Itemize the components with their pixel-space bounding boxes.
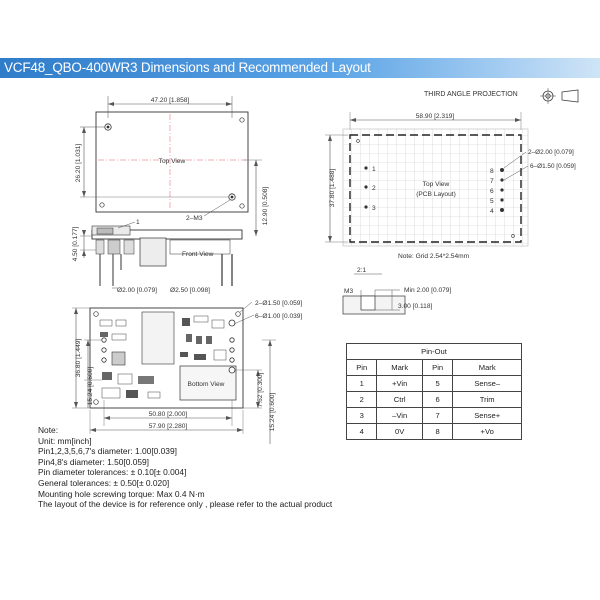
pcb-pin-5: 5 bbox=[490, 198, 494, 205]
bottom-view bbox=[72, 300, 302, 444]
bottom-view-label: Bottom View bbox=[187, 381, 225, 388]
m3-label: M3 bbox=[344, 288, 354, 295]
table-cell: Trim bbox=[453, 392, 522, 408]
table-cell: Ctrl bbox=[377, 392, 422, 408]
header-pin-1: Pin bbox=[347, 360, 377, 376]
note-line: Pin diameter tolerances: ± 0.10[± 0.004] bbox=[38, 467, 187, 478]
bottom-right-dim-1: 7.62 [0.300] bbox=[257, 372, 264, 408]
m3-depth: 3.00 [0.118] bbox=[398, 303, 433, 310]
note-line: Note: bbox=[38, 425, 59, 435]
table-cell: Sense+ bbox=[453, 408, 522, 424]
table-cell: 8 bbox=[422, 424, 452, 440]
table-row bbox=[347, 376, 522, 392]
bottom-right-dim-2: 15.24 [0.600] bbox=[269, 392, 276, 432]
pcb-height-dim: 37.80 [1.488] bbox=[329, 168, 336, 208]
table-cell: Sense– bbox=[453, 376, 522, 392]
table-row bbox=[347, 392, 522, 408]
pcb-label-1: Top View bbox=[422, 181, 450, 188]
pin-dia-2: Ø2.50 [0.098] bbox=[170, 287, 210, 294]
table-cell: 1 bbox=[347, 376, 377, 392]
pcb-hole-b: 6–Ø1.50 [0.059] bbox=[530, 163, 576, 170]
table-cell: 6 bbox=[422, 392, 452, 408]
pcb-pin-2: 2 bbox=[372, 185, 376, 192]
note-line: Pin4,8's diameter: 1.50[0.059] bbox=[38, 456, 150, 467]
table-cell: 2 bbox=[347, 392, 377, 408]
pin-height-dim: 4.50 [0.177] bbox=[72, 226, 79, 262]
page-title: VCF48_QBO-400WR3 Dimensions and Recommended Layout bbox=[4, 60, 371, 75]
callout-1: 1 bbox=[136, 219, 140, 226]
table-row bbox=[347, 424, 522, 440]
top-width-dim: 47.20 [1.858] bbox=[150, 97, 190, 104]
table-row bbox=[347, 408, 522, 424]
table-cell: 3 bbox=[347, 408, 377, 424]
bottom-inner-width: 50.80 [2.000] bbox=[148, 411, 188, 418]
m3-detail bbox=[343, 267, 451, 314]
notes-block bbox=[38, 425, 332, 510]
table-cell: 7 bbox=[422, 408, 452, 424]
pcb-grid-note: Note: Grid 2.54*2.54mm bbox=[398, 253, 470, 260]
table-cell: +Vo bbox=[453, 424, 522, 440]
bottom-height-dim: 36.80 [1.449] bbox=[75, 338, 82, 378]
pcb-pin-8: 8 bbox=[490, 168, 494, 175]
pcb-label-2: (PCB Layout) bbox=[416, 191, 456, 198]
pcb-pin-3: 3 bbox=[372, 205, 376, 212]
pcb-width-dim: 58.90 [2.319] bbox=[415, 113, 455, 120]
header-mark-2: Mark bbox=[453, 360, 522, 376]
table-cell: –Vin bbox=[377, 408, 422, 424]
note-line: General tolerances: ± 0.50[± 0.020] bbox=[38, 477, 170, 488]
table-cell: 5 bbox=[422, 376, 452, 392]
front-view-label: Front View bbox=[182, 251, 214, 258]
table-cell: 4 bbox=[347, 424, 377, 440]
m3-ratio-label: 2:1 bbox=[357, 267, 367, 274]
pin-out-table bbox=[346, 343, 522, 440]
header-pin-2: Pin bbox=[422, 360, 452, 376]
top-hole-label: 2–M3 bbox=[186, 215, 203, 222]
m3-min-depth: Min 2.00 [0.079] bbox=[404, 287, 452, 294]
right-height-dim: 12.90 [0.508] bbox=[262, 186, 269, 226]
pcb-pin-6: 6 bbox=[490, 188, 494, 195]
bottom-hole-b: 6–Ø1.00 [0.039] bbox=[255, 313, 303, 320]
top-view bbox=[75, 96, 248, 222]
top-height-dim: 26.20 [1.031] bbox=[75, 143, 82, 183]
pcb-pin-4: 4 bbox=[490, 208, 494, 215]
bottom-outer-width: 57.90 [2.280] bbox=[148, 423, 188, 430]
pcb-pin-7: 7 bbox=[490, 178, 494, 185]
front-view bbox=[72, 219, 242, 294]
top-view-label: Top View bbox=[158, 158, 186, 165]
bottom-left-dim: 15.24 [0.600] bbox=[87, 366, 94, 406]
note-line: Pin1,2,3,5,6,7's diameter: 1.00[0.039] bbox=[38, 446, 177, 457]
pcb-layout bbox=[325, 112, 576, 260]
pcb-pin-1: 1 bbox=[372, 166, 376, 173]
note-line: Unit: mm[inch] bbox=[38, 435, 92, 446]
table-header-row bbox=[347, 360, 522, 376]
table-cell: +Vin bbox=[377, 376, 422, 392]
pin-out-title: Pin-Out bbox=[347, 344, 522, 360]
header-mark-1: Mark bbox=[377, 360, 422, 376]
pin-dia-1: Ø2.00 [0.079] bbox=[117, 287, 157, 294]
projection-label: THIRD ANGLE PROJECTION bbox=[424, 91, 518, 98]
note-line: The layout of the device is for reference only , please refer to the actual product bbox=[38, 499, 333, 510]
note-line: Mounting hole screwing torque: Max 0.4 N·m bbox=[38, 488, 205, 499]
table-cell: 0V bbox=[377, 424, 422, 440]
bottom-hole-a: 2–Ø1.50 [0.059] bbox=[255, 300, 303, 307]
pcb-hole-a: 2–Ø2.00 [0.079] bbox=[528, 149, 574, 156]
